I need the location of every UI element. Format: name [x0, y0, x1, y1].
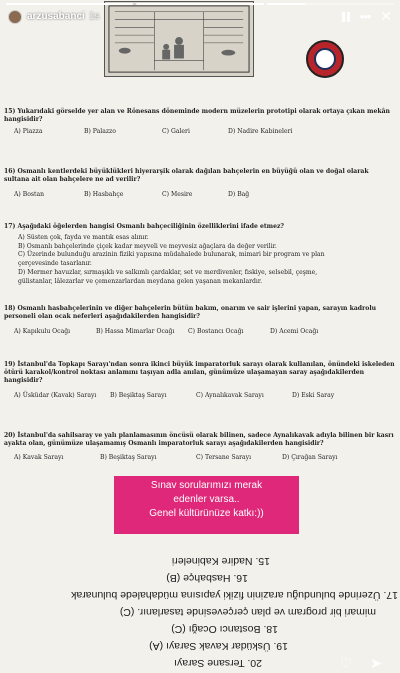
story-header	[0, 0, 400, 26]
option-c: C) Tersane Sarayı	[196, 453, 252, 461]
story-footer	[0, 654, 400, 673]
heart-icon[interactable]: ♡	[339, 655, 353, 672]
option-c: C) Bostancı Ocağı	[188, 327, 244, 335]
answer-19: 19. Üsküdar Kavak Sarayı (A)	[149, 640, 288, 652]
option-a: A) Bostan	[14, 190, 44, 198]
option-d: D) Eski Saray	[292, 392, 335, 400]
option-d: D) Nadire Kabineleri	[228, 127, 293, 135]
answer-17: 17. Üzerinde bulunduğu arazinin fiziki yapısına müdahalede bulunarak	[71, 589, 398, 601]
option-d: D) Çırağan Sarayı	[282, 453, 338, 461]
question-19	[4, 361, 396, 400]
option-b: B) Hassa Mimarlar Ocağı	[96, 327, 175, 335]
option-c: C) Mesire	[162, 190, 193, 198]
question-title: 20) İstanbul'da sahilsaray ve yalı planlamasının öncüsü olarak bilinen, sadece Aynalıkavak adıyla bilinen bir kasrı ayakta olan, günümüze ulaşamamış Osmanlı imparatorluk sarayı aşağıdakilerden hangisidir?	[4, 432, 394, 447]
answer-16: 16. Hasbahçe (B)	[166, 572, 248, 584]
question-18	[4, 305, 396, 335]
option-a: A) Piazza	[14, 127, 43, 135]
caption-line: Genel kültürünüze katkı:))	[149, 508, 264, 519]
question-20	[4, 432, 396, 461]
list-item: çerçevesinde tasarlanır.	[18, 260, 92, 268]
caption-line: edenler varsa..	[173, 494, 240, 505]
answer-17-cont: mimari bir program ve plan çerçevesinde tasarlanır. (C)	[119, 606, 376, 618]
question-15	[4, 108, 396, 135]
answer-15: 15. Nadire Kabineleri	[171, 555, 270, 567]
caption-overlay	[114, 476, 299, 534]
list-item: C) Üzerinde bulunduğu arazinin fiziki yapısına müdahalede bulunarak, mimari bir program ve plan	[18, 251, 325, 259]
list-item: gülistanlar, lâlezarlar ve çemenzarlardan meydana gelen yaşanan mekanlardır.	[18, 277, 263, 285]
question-title: 15) Yukarıdaki görselde yer alan ve Rönesans döneminde modern müzelerin prototipi olarak ortaya çıkan mekân hangisidir?	[4, 108, 390, 123]
list-item: A) Süsten çok, fayda ve mantık esas alınır.	[18, 233, 149, 241]
option-d: D) Acemi Ocağı	[270, 327, 319, 335]
answer-18: 18. Bostancı Ocağı (C)	[171, 623, 278, 635]
list-item: D) Mermer havuzlar, sırmaşıklı ve salkımlı çardaklar, set ve merdivenler, fıskiye, selsebil, çeşme,	[18, 268, 318, 276]
answer-20: 20. Tersane Sarayı	[174, 657, 262, 669]
option-a: A) Kavak Sarayı	[14, 453, 64, 461]
option-b: B) Beşiktaş Sarayı	[100, 453, 157, 461]
question-title: 16) Osmanlı kentlerdeki büyüklükleri hiyerarşik olarak dağılan bahçelerin en büyüğü olan ve doğal olarak sultana ait olan bahçelere ne ad verilir?	[4, 168, 369, 183]
university-logo	[306, 40, 344, 78]
avatar[interactable]	[8, 10, 22, 24]
close-icon[interactable]: ✕	[380, 8, 392, 24]
pause-icon[interactable]	[342, 12, 350, 22]
send-icon[interactable]: ➤	[370, 655, 382, 672]
question-16	[4, 168, 396, 198]
username[interactable]: arzusabanci	[27, 11, 85, 22]
option-b: B) Beşiktaş Sarayı	[110, 392, 167, 400]
question-title: 17) Aşağıdaki öğelerden hangisi Osmanlı bahçeciliğinin özelliklerini ifade etmez?	[4, 223, 285, 230]
option-d: D) Bağ	[228, 190, 250, 198]
option-a: A) Kapıkulu Ocağı	[14, 327, 71, 335]
option-b: B) Palazzo	[84, 127, 116, 135]
option-c: C) Aynalıkavak Sarayı	[196, 392, 264, 400]
question-title: 18) Osmanlı hasbahçelerinin ve diğer bahçelerin bütün bakım, onarım ve sair işlerini yapan, sarayın kadrolu personeli olan ocak neferleri aşağıdakilerden hangisidir?	[4, 305, 377, 320]
question-17	[4, 223, 396, 287]
post-time: 1s	[88, 11, 100, 22]
more-icon[interactable]: •••	[359, 8, 371, 24]
list-item: B) Osmanlı bahçelerinde çiçek kadar meyveli ve meyvesiz ağaçlara da değer verilir.	[18, 242, 277, 250]
option-b: B) Hasbahçe	[84, 190, 124, 198]
caption-line: Sınav sorularımızı merak	[150, 480, 263, 491]
question-title: 19) İstanbul'da Topkapı Sarayı'ndan sonra ikinci büyük imparatorluk sarayı olarak kullanılan, önündeki iskeleden ötürü karakol/kontrol noktası anlamını taşıyan adla anılan, günümüze ulaşamayan saray aşağıdakilerden hangisidir?	[4, 361, 395, 384]
option-a: A) Üsküdar (Kavak) Sarayı	[14, 392, 97, 400]
option-c: C) Galeri	[162, 127, 190, 135]
